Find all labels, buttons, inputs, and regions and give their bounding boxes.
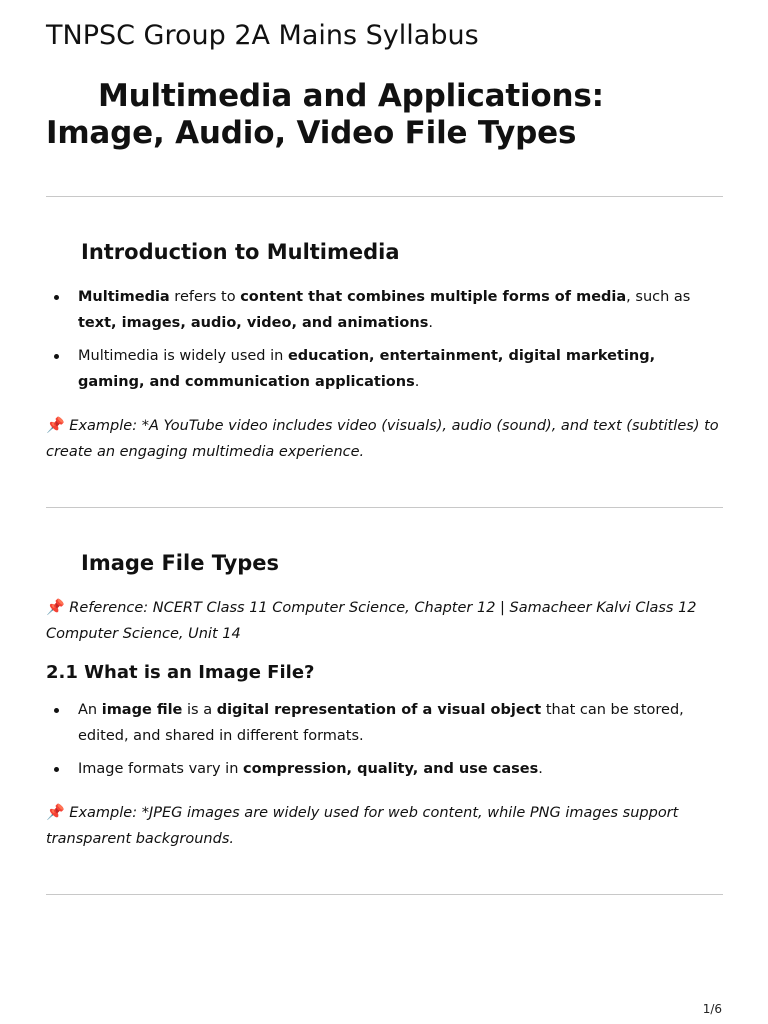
bold-text: image file	[101, 702, 183, 718]
bold-text: content that combines multiple forms of media	[240, 289, 627, 305]
text: is a	[182, 702, 217, 718]
bold-text: Multimedia	[78, 289, 170, 305]
section-divider	[46, 196, 723, 197]
bold-text: digital representation of a visual object	[216, 702, 542, 718]
text: An	[78, 702, 102, 718]
pushpin-icon: 📌	[46, 416, 65, 434]
page-number: 1/6	[702, 1002, 722, 1016]
document-header: TNPSC Group 2A Mains Syllabus	[46, 20, 479, 51]
note-text: Example: *A YouTube video includes video (visuals), audio (sound), and text (subtitles) to create an engaging multimedia experience.	[46, 418, 719, 460]
list-item	[46, 697, 723, 749]
text: Image formats vary in	[78, 761, 244, 777]
reference-text: Reference: NCERT Class 11 Computer Science, Chapter 12 | Samacheer Kalvi Class 12 Computer Science, Unit 14	[46, 600, 697, 642]
section-divider	[46, 507, 723, 508]
page-title-line-1: Multimedia and Applications:	[98, 78, 604, 114]
intro-bullet-list	[46, 284, 723, 402]
pushpin-icon: 📌	[46, 803, 65, 821]
section-divider	[46, 894, 723, 895]
list-item	[46, 284, 723, 336]
bold-text: text, images, audio, video, and animations	[78, 315, 429, 331]
section-heading-image-file-types: Image File Types	[81, 551, 280, 575]
list-item	[46, 343, 723, 395]
bold-text: education, entertainment, digital marketing, gaming, and communication applications	[78, 348, 656, 390]
note-text: Example: *JPEG images are widely used for web content, while PNG images support transparent backgrounds.	[46, 805, 679, 847]
text: that can be stored, edited, and shared in different formats.	[78, 702, 684, 744]
page-title	[46, 78, 723, 152]
section-heading-introduction: Introduction to Multimedia	[81, 240, 400, 264]
text: .	[414, 374, 420, 390]
list-item	[46, 756, 723, 782]
image-bullet-list	[46, 697, 723, 789]
text: Multimedia is widely used in	[78, 348, 288, 364]
page-title-line-2: Image, Audio, Video File Types	[46, 115, 577, 151]
subsection-heading: 2.1 What is an Image File?	[46, 662, 315, 683]
text: .	[428, 315, 433, 331]
example-note	[46, 412, 723, 465]
pushpin-icon: 📌	[46, 598, 65, 616]
text: .	[538, 761, 543, 777]
text: , such as	[626, 289, 691, 305]
bold-text: compression, quality, and use cases	[243, 761, 539, 777]
example-note	[46, 799, 723, 852]
text: refers to	[169, 289, 241, 305]
reference-note	[46, 594, 723, 647]
